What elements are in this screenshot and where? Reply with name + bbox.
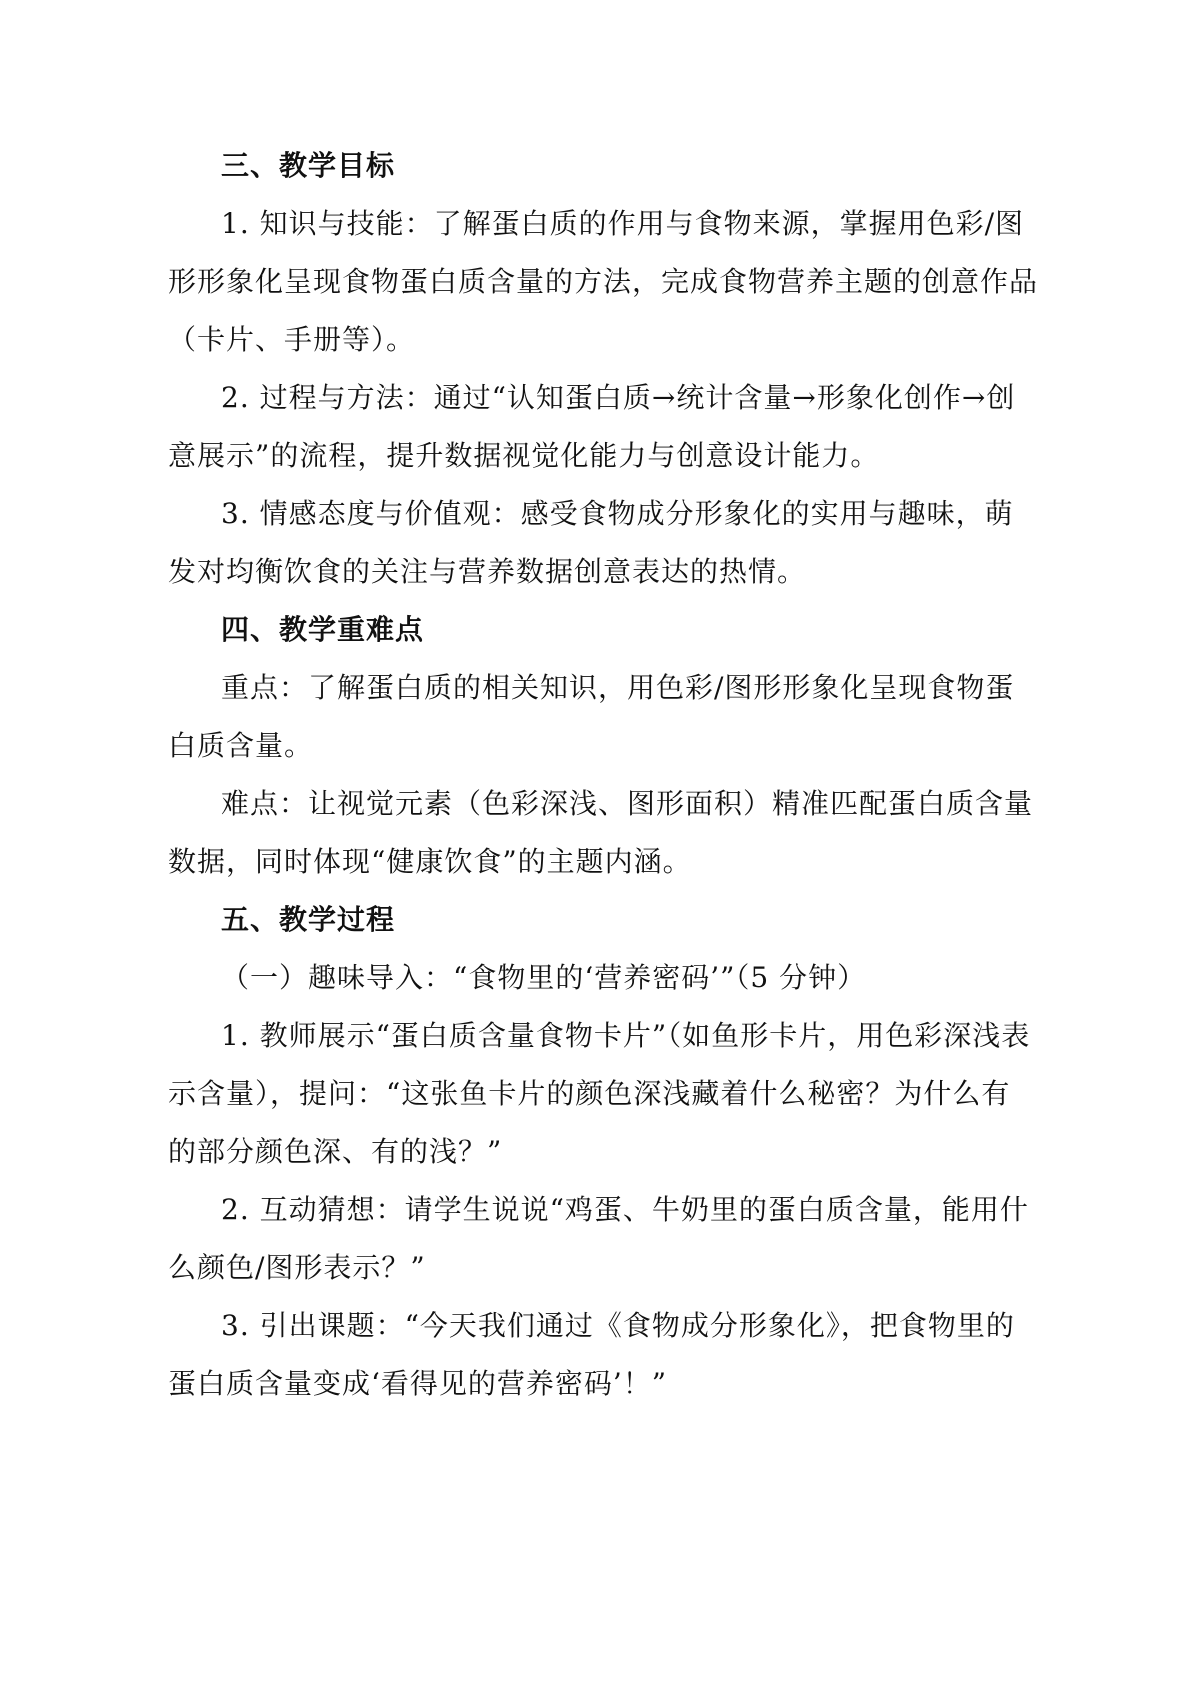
paragraph-line: 白质含量。 <box>168 729 314 762</box>
paragraph-line: 发对均衡饮食的关注与营养数据创意表达的热情。 <box>168 555 807 588</box>
section-heading-teaching-process: 五、教学过程 <box>221 903 396 936</box>
paragraph-line: 形形象化呈现食物蛋白质含量的方法，完成食物营养主题的创意作品 <box>168 265 1039 298</box>
section-heading-key-difficult-points: 四、教学重难点 <box>221 613 425 646</box>
subsection-heading: （一）趣味导入：“食物里的‘营养密码’”（5 分钟） <box>221 961 867 994</box>
paragraph-line: 难点：让视觉元素（色彩深浅、图形面积）精准匹配蛋白质含量 <box>221 787 1034 820</box>
paragraph-line: 3. 引出课题：“今天我们通过《食物成分形象化》，把食物里的 <box>221 1309 1015 1342</box>
paragraph-line: 3. 情感态度与价值观：感受食物成分形象化的实用与趣味，萌 <box>221 497 1014 530</box>
paragraph-line: 1. 知识与技能：了解蛋白质的作用与食物来源，掌握用色彩/图 <box>221 207 1025 240</box>
paragraph-line: 1. 教师展示“蛋白质含量食物卡片”（如鱼形卡片，用色彩深浅表 <box>221 1019 1031 1052</box>
section-heading-teaching-goals: 三、教学目标 <box>221 149 396 182</box>
paragraph-line: 重点：了解蛋白质的相关知识，用色彩/图形形象化呈现食物蛋 <box>221 671 1015 704</box>
paragraph-line: 么颜色/图形表示？” <box>168 1251 426 1284</box>
paragraph-line: 2. 过程与方法：通过“认知蛋白质→统计含量→形象化创作→创 <box>221 381 1016 414</box>
paragraph-line: 的部分颜色深、有的浅？” <box>168 1135 503 1168</box>
paragraph-line: 示含量），提问：“这张鱼卡片的颜色深浅藏着什么秘密？为什么有 <box>168 1077 1011 1110</box>
paragraph-line: （卡片、手册等）。 <box>168 323 416 356</box>
paragraph-line: 数据，同时体现“健康饮食”的主题内涵。 <box>168 845 692 878</box>
paragraph-line: 2. 互动猜想：请学生说说“鸡蛋、牛奶里的蛋白质含量，能用什 <box>221 1193 1029 1226</box>
paragraph-line: 蛋白质含量变成‘看得见的营养密码’！” <box>168 1367 668 1400</box>
paragraph-line: 意展示”的流程，提升数据视觉化能力与创意设计能力。 <box>168 439 880 472</box>
